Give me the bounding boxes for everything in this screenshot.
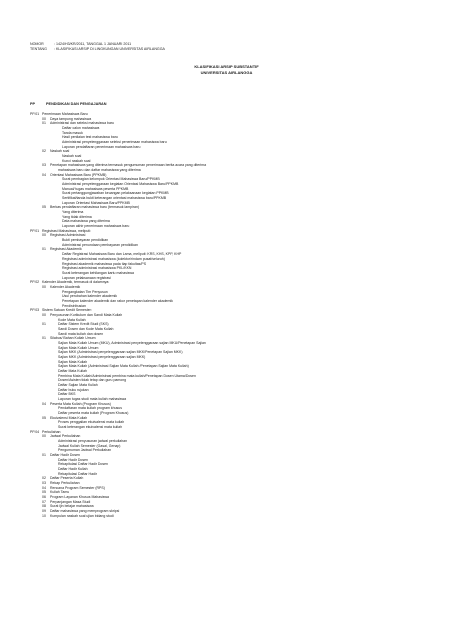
item-text: Pendaftaran mata kuliah program khusus: [58, 406, 123, 411]
item-text: Naskah soal: [50, 149, 70, 154]
item-number: 02: [42, 476, 46, 481]
item-text: Administrasi dan seleksi mahasiswa baru: [50, 121, 114, 126]
item-number: 04: [42, 172, 46, 177]
item-number: 03: [42, 163, 46, 168]
classification-list: [30, 112, 440, 518]
item-number: 01: [42, 121, 46, 126]
item-text: Rekapitulasi Daftar Hadir: [58, 471, 97, 476]
item-text: Registrasi Akademik: [50, 247, 82, 252]
item-text: Ekuivalensi Mata Kuliah: [50, 415, 88, 420]
item-text: Sajian Mata Kuliah: [58, 359, 88, 364]
item-text: Sajian MKK (Administrasi penyelenggaraan sajian MKK/Penetapan Sajian MKK): [58, 350, 183, 355]
item-text: Laporan pelaksanaan registrasi: [62, 275, 111, 280]
item-text: Perpanjangan Masa Studi: [50, 499, 91, 504]
document-subtitle: UNIVERSITAS AIRLANGGA: [200, 70, 253, 75]
item-number: 04: [42, 401, 46, 406]
item-text: Hasil penilaian test mahasiswa baru: [62, 135, 118, 140]
item-text: Daftar Mata Kuliah: [58, 368, 87, 373]
nomor-value: : 1424/H3/KR/2011, TANGGAL 1 JANUARI 2011: [54, 42, 132, 46]
item-number: 01: [42, 453, 46, 458]
item-text: Kalender Akademik, termasuk di dalamnya:: [42, 280, 110, 285]
item-text: Administrasi penyusunan jadwal perkuliahan: [58, 439, 128, 444]
item-number: 01: [42, 322, 46, 327]
classification-code: PP.03: [30, 308, 40, 313]
item-text: Berkas pendaftaran mahasiswa baru (termasuk lampiran): [50, 205, 140, 210]
item-number: 02: [42, 149, 46, 154]
item-text: Program Layanan Khusus Mahasiswa: [50, 495, 109, 500]
item-text: Daftar calon mahasiswa: [62, 126, 100, 131]
item-text: Dosen/Asisten tidak tetap dan guru pamong: [58, 378, 127, 383]
item-text: Pembina Mata Kuliah/Administrasi pembina mata kuliah/Penetapan Dosen Utama/Dosen: [58, 373, 196, 378]
item-text: Jadwal Kuliah Semester (Gasal, Genap): [58, 443, 121, 448]
item-text: Sistem Satuan Kredit Semester:: [42, 308, 92, 313]
item-text: Daftar Registrasi Mahasiswa Baru dan Lama, meliputi: KRS, KHS, KPP, KHP: [62, 252, 182, 257]
list-item: [30, 514, 440, 519]
section-heading: [30, 102, 107, 106]
item-text: Daftar Hadir Dosen: [58, 457, 88, 462]
classification-code: PP.01: [30, 228, 40, 233]
item-text: Data mahasiswa yang diterima: [62, 219, 110, 224]
item-text: Yang diterima: [62, 210, 84, 215]
item-text: Daftar Hadir Dosen: [50, 453, 80, 458]
item-text: Laporan akhir penerimaan mahasiswa baru: [62, 224, 130, 229]
item-text: Kumpulan naskah soal ujian bidang studi: [50, 513, 114, 518]
item-text: Pengumuman Jadwal Perkuliahan: [58, 448, 112, 453]
item-text: Administrasi penyelenggaraan seleksi penerimaan mahasiswa baru: [62, 140, 167, 145]
item-number: 09: [42, 509, 46, 514]
item-text: Penetapan kalender akademik dan rakor penetapan kalender akademik: [62, 298, 173, 303]
item-text: Silabus/ Bahan Kuliah Umum: [50, 336, 96, 341]
item-text: Daftar BKS: [58, 392, 76, 397]
classification-code: PP.01: [30, 112, 40, 116]
tentang-value: : KLASIFIKASI ARSIP DI LINGKUNGAN UNIVERSITAS AIRLANGGA: [54, 47, 165, 51]
item-text: Registrasi akademik mahasiswa pada tiap fakultas/PS: [62, 261, 147, 266]
document-title: KLASIFIKASI ARSIP SUBSTANTIF: [194, 64, 259, 69]
item-text: mahasiswa baru dan daftar mahasiswa yang diterima: [58, 168, 141, 173]
item-text: Rencana Program Semester (RPS): [50, 485, 105, 490]
item-text: Penetapan mahasiswa yang diterima termasuk pengumuman penerimaan berita acara yang diterima: [50, 163, 207, 168]
item-text: Registrasi Administrasi: [50, 233, 86, 238]
item-number: 00: [42, 116, 46, 121]
item-number: 06: [42, 495, 46, 500]
item-text: Peserta Mata Kuliah (Program Khusus): [50, 401, 111, 406]
item-text: Proses penggalian ekuivalensi mata kuliah: [58, 420, 125, 425]
classification-code: PP.02: [30, 280, 40, 285]
classification-code: PP.04: [30, 429, 40, 434]
item-text: Sandi mata kuliah dan dosen: [58, 331, 104, 336]
item-text: Perkuliahan: [42, 429, 61, 434]
item-text: Penerimaan Mahasiswa Baru: [42, 112, 88, 116]
item-text: Registrasi Mahasiswa, meliputi:: [42, 228, 92, 233]
nomor-line: [30, 42, 131, 47]
item-text: Administrasi penundaan pembayaran pendidikan: [62, 242, 138, 247]
item-text: Pendistribusian: [62, 303, 86, 308]
item-text: Manual/ tugas mahasiswa peserta PPKMB: [62, 186, 129, 191]
item-text: Daftar Sistem Kredit Studi (SKS): [58, 322, 109, 327]
item-text: Surat pembagian kelompok Orientasi Mahasiswa Baru/PPKMB: [62, 177, 160, 182]
item-text: Surat ijin belajar mahasiswa: [50, 504, 94, 509]
item-text: Bukti pembayaran pendidikan: [62, 238, 109, 243]
item-number: 04: [42, 485, 46, 490]
item-text: Kunci naskah soal: [62, 158, 91, 163]
item-text: Naskah soal: [62, 154, 82, 159]
item-number: 00: [42, 312, 46, 317]
item-text: Kode Mata Kuliah: [58, 317, 86, 322]
item-text: Rekapitulasi Daftar Hadir Dosen: [58, 462, 108, 467]
item-text: Sandi Dosen dan Kode Mata Kuliah: [58, 326, 114, 331]
section-code: PP: [30, 102, 36, 106]
item-text: Sertifikat/tanda bukti keterangan orientasi mahasiswa baru/PPKMB: [62, 196, 167, 201]
item-text: Jadwal Perkuliahan: [50, 434, 81, 439]
item-number: 05: [42, 415, 46, 420]
item-text: Daftar Sajian Mata Kuliah: [58, 382, 98, 387]
item-number: 00: [42, 233, 46, 238]
item-text: Sajian Mata Kuliah (Administrasi Sajian Mata Kuliah /Penetapan Sajian Mata Kuliah): [58, 364, 189, 369]
item-text: Kalender Akademik: [50, 284, 81, 289]
item-text: Usul perubahan kalender akademik: [62, 294, 118, 299]
item-number: 05: [42, 205, 46, 210]
item-text: Rekap Perkuliahan: [50, 481, 80, 486]
item-text: Laporan tugas studi mata kuliah mahasiswa: [58, 396, 127, 401]
item-text: Tanda masuk: [62, 130, 83, 135]
item-number: 01: [42, 336, 46, 341]
item-text: Orientasi Mahasiswa Baru (PPKMB): [50, 172, 107, 177]
item-text: Sajian MKK (Administrasi penyelenggaraan sajian MKK): [58, 354, 146, 359]
item-text: Surat pertanggungjawaban keuangan pelaksanaan kegiatan PPKMB: [62, 191, 169, 196]
item-text: Surat keterangan ekuivalensi mata kuliah: [58, 425, 123, 430]
item-text: Daftar peserta mata kuliah (Program Khusus): [58, 411, 129, 415]
item-text: Laporan Orientasi Mahasiswa Baru/PPKMB: [62, 200, 130, 205]
section-label: PENDIDIKAN DAN PENGAJARAN: [46, 102, 107, 106]
item-text: Administrasi penyelenggaraan kegiatan Orientasi Mahasiswa Baru/PPKMB: [62, 182, 179, 187]
tentang-line: [30, 47, 165, 52]
nomor-key: NOMOR: [30, 42, 44, 46]
item-number: 10: [42, 513, 46, 518]
item-number: 03: [42, 481, 46, 486]
item-text: Daftar Peserta Kuliah: [50, 476, 84, 481]
item-text: Pengangkatan Tim Penyusun: [62, 289, 108, 294]
item-text: Laporan pendaftaran penerimaan mahasiswa baru: [62, 144, 141, 149]
item-text: Kuliah Tamu: [50, 490, 70, 495]
item-number: 00: [42, 284, 46, 289]
item-number: 05: [42, 490, 46, 495]
tentang-key: TENTANG: [30, 47, 47, 51]
item-text: Daftar buku rujukan: [58, 387, 89, 392]
item-text: Sajian Mata Kuliah Umum (MKU), Administrasi penyelenggaraan sajian MKU/Penetapan Sajian: [58, 340, 206, 345]
item-text: Surat keterangan kehilangan kartu mahasiswa: [62, 270, 134, 275]
item-text: Yang tidak diterima: [62, 214, 92, 219]
item-number: 00: [42, 434, 46, 439]
item-number: 07: [42, 499, 46, 504]
item-text: Daftar Hadir Kuliah: [58, 467, 88, 472]
item-text: Daya tampung mahasiswa: [50, 116, 92, 121]
item-text: Registrasi administrasi mahasiswa PKL/KKN: [62, 266, 132, 271]
item-text: Registrasi administrasi mahasiswa (kolektor/rindam pusat/seluruh): [62, 256, 165, 261]
item-number: 08: [42, 504, 46, 509]
item-text: Penyusunan Kurikulum dan Sandi Mata Kuliah: [50, 312, 123, 317]
item-number: 01: [42, 247, 46, 252]
item-text: Daftar mahasiswa yang memprogram skripsi: [50, 509, 120, 514]
item-text: Sajian Mata Kuliah Umum: [58, 345, 99, 350]
